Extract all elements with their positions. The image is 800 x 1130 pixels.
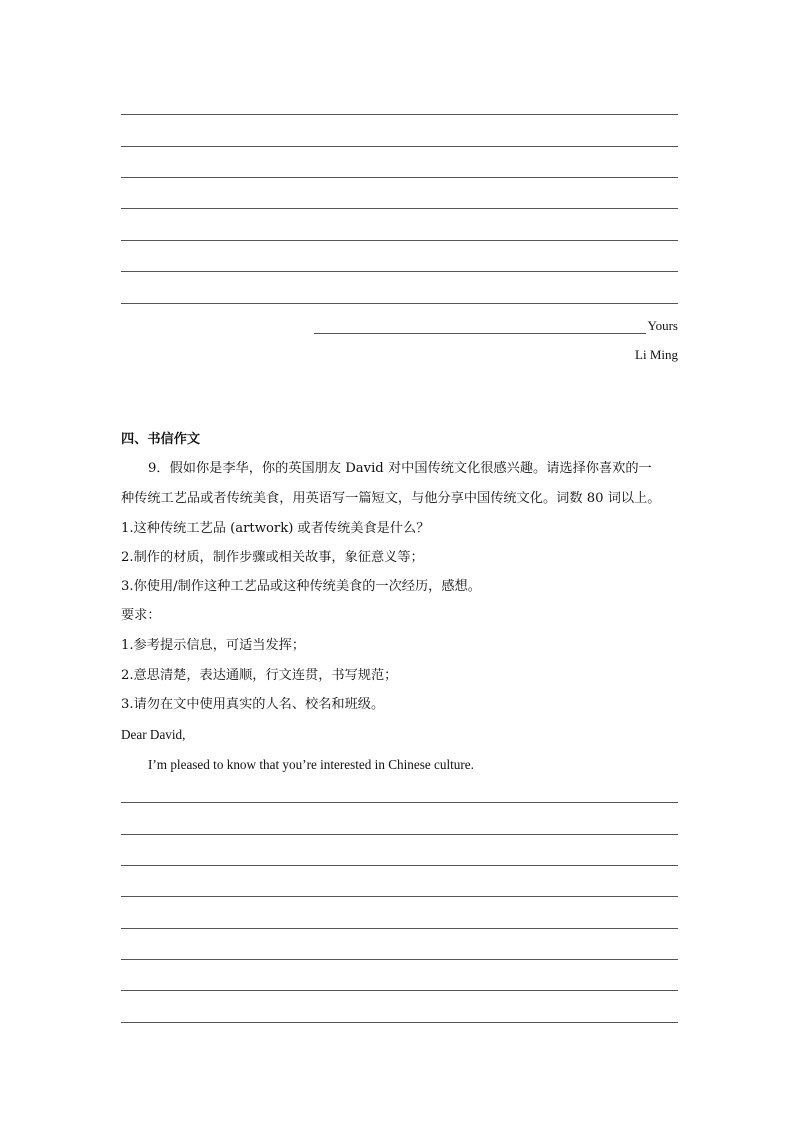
answer-line[interactable] — [121, 271, 678, 272]
content-point-1: 1.这种传统工艺品 (artwork) 或者传统美食是什么？ — [121, 521, 430, 536]
prompt-line-2: 种传统工艺品或者传统美食，用英语写一篇短文，与他分享中国传统文化。词数 80 词以上。 — [121, 491, 661, 506]
answer-line[interactable] — [121, 896, 678, 897]
closing-word: Yours — [647, 318, 678, 333]
answer-line[interactable] — [121, 114, 678, 115]
content-point-3: 3.你使用/制作这种工艺品或这种传统美食的一次经历，感想。 — [121, 579, 481, 594]
answer-line[interactable] — [121, 208, 678, 209]
closing-answer-line[interactable] — [314, 333, 646, 334]
answer-line[interactable] — [121, 177, 678, 178]
opening-sentence: I’m pleased to know that you’re interested in Chinese culture. — [148, 757, 474, 772]
answer-line[interactable] — [121, 303, 678, 304]
answer-line[interactable] — [121, 146, 678, 147]
section-heading: 四、书信作文 — [121, 432, 201, 447]
answer-line[interactable] — [121, 959, 678, 960]
answer-line[interactable] — [121, 865, 678, 866]
answer-line[interactable] — [121, 1022, 678, 1023]
requirement-3: 3.请勿在文中使用真实的人名、校名和班级。 — [121, 697, 385, 712]
requirements-label: 要求： — [121, 608, 161, 623]
answer-line[interactable] — [121, 240, 678, 241]
answer-line[interactable] — [121, 990, 678, 991]
requirement-1: 1.参考提示信息，可适当发挥； — [121, 638, 306, 653]
closing-line — [314, 318, 678, 334]
answer-line[interactable] — [121, 802, 678, 803]
prompt-line-1: 9．假如你是李华，你的英国朋友 David 对中国传统文化很感兴趣。请选择你喜欢的一 — [148, 461, 652, 476]
signature-name: Li Ming — [635, 347, 678, 362]
content-point-2: 2.制作的材质，制作步骤或相关故事，象征意义等； — [121, 550, 424, 565]
answer-line[interactable] — [121, 928, 678, 929]
salutation: Dear David, — [121, 727, 186, 742]
answer-line[interactable] — [121, 834, 678, 835]
requirement-2: 2.意思清楚，表达通顺，行文连贯，书写规范； — [121, 668, 398, 683]
